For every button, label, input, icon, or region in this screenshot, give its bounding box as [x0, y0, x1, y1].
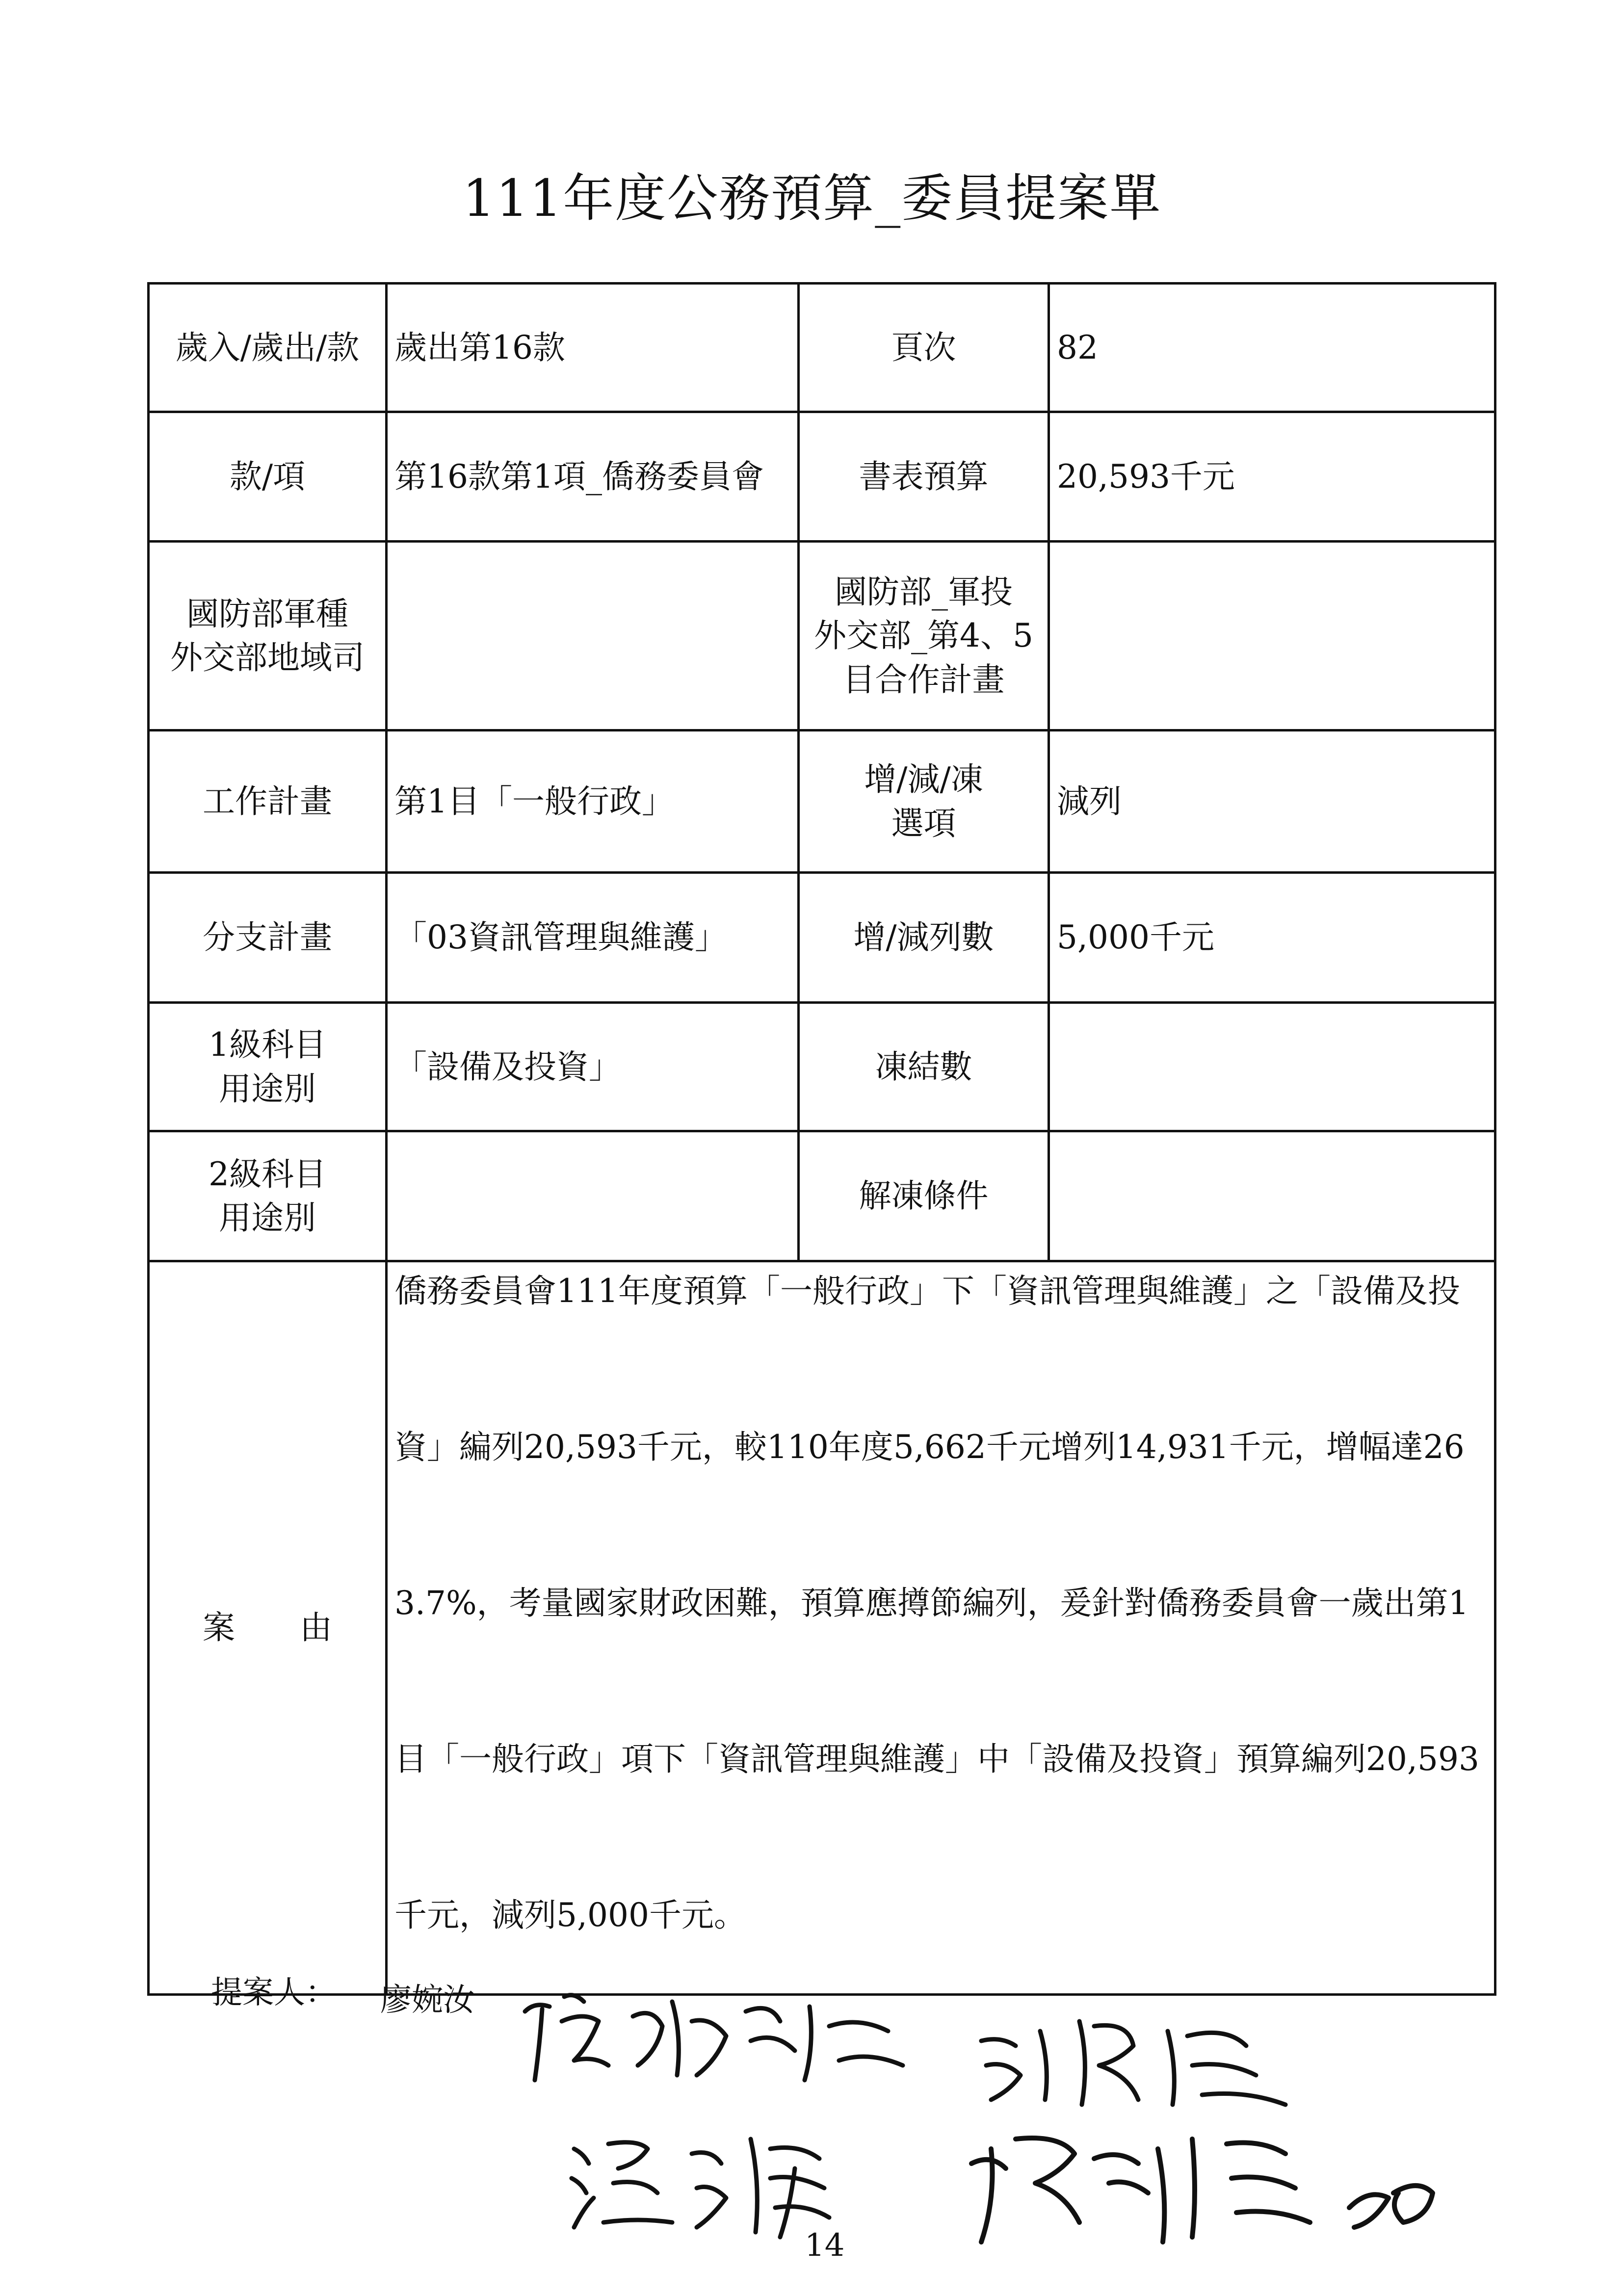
- label-cell: 分支計畫: [149, 873, 387, 1003]
- label-cell: [149, 1131, 387, 1261]
- label-cell: 凍結數: [799, 1003, 1049, 1131]
- label-cell: 解凍條件: [799, 1131, 1049, 1261]
- value-cell: [1049, 1131, 1495, 1261]
- signature-3: [564, 2119, 839, 2242]
- label-line: 2級科目: [209, 1155, 326, 1193]
- value-cell: 82: [1049, 284, 1495, 412]
- label-cell: [149, 1003, 387, 1131]
- value-cell: 「03資訊管理與維護」: [387, 873, 799, 1003]
- label-cell: [799, 731, 1049, 873]
- page-title: 111年度公務預算_委員提案單: [462, 168, 1162, 228]
- value-cell: 歲出第16款: [387, 284, 799, 412]
- label-line: 國防部_軍投: [835, 573, 1013, 611]
- table-row: [149, 412, 1495, 542]
- reason-label: 案 由: [149, 1261, 387, 1995]
- proposer-name: 廖婉汝: [380, 1982, 474, 2018]
- table-row: [149, 873, 1495, 1003]
- table-row: [149, 542, 1495, 731]
- value-cell: [387, 542, 799, 731]
- table-row: [149, 284, 1495, 412]
- signature-2: [971, 2002, 1315, 2114]
- signature-4: [962, 2110, 1452, 2257]
- proposal-form-table: [147, 282, 1496, 1996]
- table-row: [149, 1003, 1495, 1131]
- table-row: [149, 1131, 1495, 1261]
- label-cell: 頁次: [799, 284, 1049, 412]
- label-cell: 書表預算: [799, 412, 1049, 542]
- label-cell: [799, 542, 1049, 731]
- value-cell: 「設備及投資」: [387, 1003, 799, 1131]
- label-cell: 工作計畫: [149, 731, 387, 873]
- value-cell: [1049, 1003, 1495, 1131]
- label-line: 國防部軍種: [186, 595, 348, 633]
- label-line: 目合作計畫: [842, 660, 1005, 699]
- value-cell: 減列: [1049, 731, 1495, 873]
- label-cell: 增/減列數: [799, 873, 1049, 1003]
- label-cell: 款/項: [149, 412, 387, 542]
- reason-cell: [387, 1261, 1495, 1995]
- label-line: 外交部_第4、5: [814, 617, 1033, 655]
- label-line: 用途別: [219, 1070, 316, 1108]
- label-line: 用途別: [219, 1199, 316, 1237]
- value-cell: 20,593千元: [1049, 412, 1495, 542]
- table-row: [149, 1261, 1495, 1995]
- label-line: 增/減/凍: [864, 760, 983, 799]
- value-cell: [1049, 542, 1495, 731]
- value-cell: 5,000千元: [1049, 873, 1495, 1003]
- value-cell: 第16款第1項_僑務委員會: [387, 412, 799, 542]
- label-line: 1級科目: [209, 1026, 326, 1064]
- label-cell: [149, 542, 387, 731]
- reason-text: 僑務委員會111年度預算「一般行政」下「資訊管理與維護」之「設備及投資」編列20,593千元，較110年度5,662千元增列14,931千元，增幅達263.7%，考量國家財政困難，預算應撙節編列，爰針對僑務委員會一歲出第1目「一般行政」項下「資訊管理與維護」中「設備及投資」預算編列20,593千元，減列5,000千元。: [394, 1272, 1479, 1934]
- label-line: 外交部地域司: [170, 639, 365, 677]
- table-row: [149, 731, 1495, 873]
- label-line: 選項: [891, 804, 956, 842]
- value-cell: 第1目「一般行政」: [387, 731, 799, 873]
- page-number: 14: [805, 2227, 845, 2264]
- value-cell: [387, 1131, 799, 1261]
- label-cell: 歲入/歲出/款: [149, 284, 387, 412]
- signature-1: [515, 1982, 917, 2095]
- proposer-label: 提案人：: [211, 1975, 337, 2011]
